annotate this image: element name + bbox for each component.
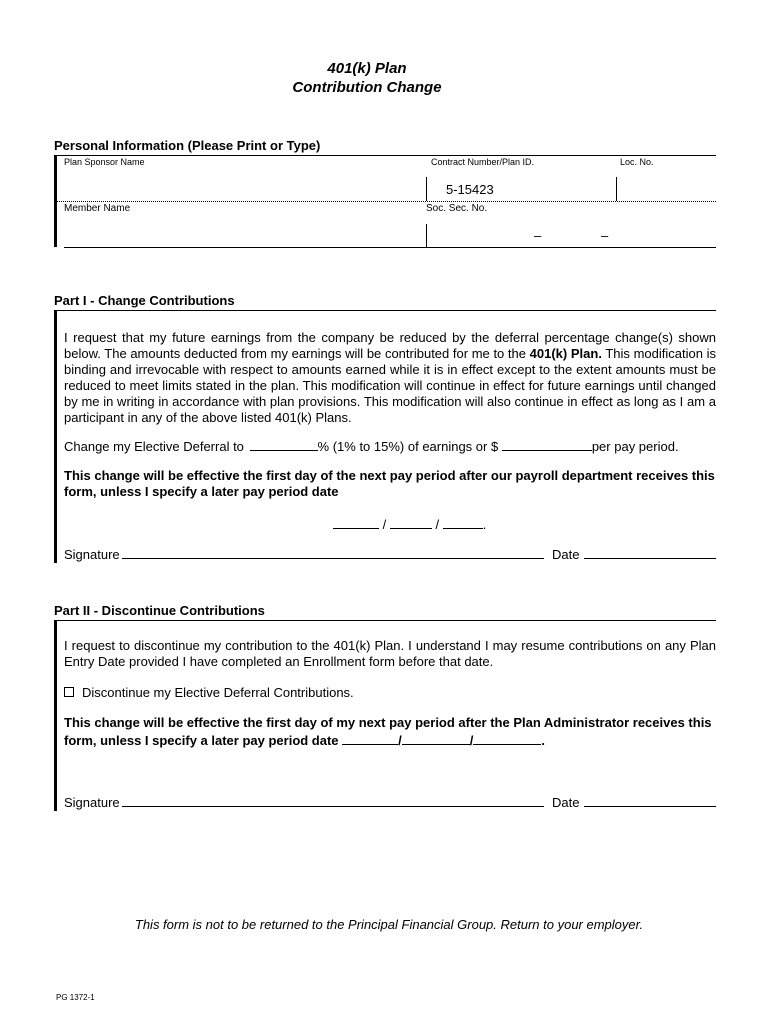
part1-paragraph-a: I request that my future earnings from the company be reduced by the deferral percentage change(s) shown below. The amounts deducted from my earnings will be contributed for me to the [64, 330, 716, 361]
part2-checkbox-row[interactable] [64, 685, 354, 700]
part1-signature-field[interactable] [122, 558, 544, 559]
contract-divider [426, 177, 427, 201]
part2-effective-line2 [64, 731, 545, 749]
member-label: Member Name [64, 203, 131, 214]
part1-date-label: Date [552, 547, 580, 562]
form-id: PG 1372-1 [56, 993, 95, 1002]
personal-info-heading: Personal Information (Please Print or Type) [54, 138, 321, 153]
ssn-field[interactable] [430, 216, 716, 246]
part2-bar [54, 620, 57, 811]
part1-date-sep1: / [382, 517, 387, 532]
sponsor-row-rule [54, 201, 716, 202]
ssn-label: Soc. Sec. No. [426, 203, 488, 214]
sponsor-label: Plan Sponsor Name [64, 157, 145, 167]
ssn-divider [426, 224, 427, 247]
part2-date-year[interactable] [473, 731, 541, 745]
part2-date-sep1: / [398, 733, 402, 748]
part1-plan-name: 401(k) Plan. [529, 346, 602, 361]
discontinue-checkbox[interactable] [64, 687, 74, 697]
deferral-percent-field[interactable] [250, 437, 318, 451]
part2-date-end: . [541, 733, 546, 748]
deferral-mid: % (1% to 15%) of earnings or $ [317, 439, 499, 454]
part1-bar [54, 310, 57, 563]
part2-date-month[interactable] [342, 731, 398, 745]
part2-date-field[interactable] [584, 806, 716, 807]
form-title-line2: Contribution Change [292, 79, 442, 96]
part1-rule [54, 310, 716, 311]
part1-heading: Part I - Change Contributions [54, 293, 235, 308]
part2-heading: Part II - Discontinue Contributions [54, 603, 265, 618]
part1-date-sep2: / [435, 517, 440, 532]
ssn-dash-1: – [534, 228, 542, 243]
member-name-field[interactable] [64, 216, 422, 246]
loc-label: Loc. No. [620, 157, 654, 167]
contract-value[interactable]: 5-15423 [446, 182, 494, 197]
part2-signature-field[interactable] [122, 806, 544, 807]
part2-signature-label: Signature [64, 795, 120, 810]
deferral-line [64, 437, 679, 454]
loc-field[interactable] [620, 168, 716, 200]
footer-notice: This form is not to be returned to the Principal Financial Group. Return to your employer. [134, 917, 644, 932]
member-row-rule [64, 247, 716, 248]
part1-effective-text: This change will be effective the first day of the next pay period after our payroll department receives this form, unless I specify a later pay period date [64, 468, 715, 499]
ssn-dash-2: – [601, 228, 609, 243]
part2-date-sep2: / [469, 733, 474, 748]
part1-paragraph-b: This modification is binding and irrevocable with respect to amounts earned while it is in effect except to the extent amounts must be reduced to meet limits stated in the plan. This modification will continue in effect for future earnings until changed by me in writing in accordance with plan provisions. This modification will also continue in effect as long as I am a participant in any of the above listed 401(k) Plans. [64, 346, 716, 425]
discontinue-checkbox-label: Discontinue my Elective Deferral Contributions. [82, 685, 354, 700]
part1-date-field[interactable] [584, 558, 716, 559]
part1-paragraph [64, 330, 716, 426]
sponsor-name-field[interactable] [64, 168, 422, 200]
part2-paragraph: I request to discontinue my contribution to the 401(k) Plan. I understand I may resume contributions on any Plan Entry Date provided I have completed an Enrollment form before that date. [64, 638, 716, 669]
part2-effective-line2-text: form, unless I specify a later pay period date [64, 733, 339, 748]
part1-date-year[interactable] [443, 515, 483, 529]
loc-divider [616, 177, 617, 201]
deferral-suffix: per pay period. [591, 439, 679, 454]
personal-info-rule [54, 155, 716, 156]
part1-signature-label: Signature [64, 547, 120, 562]
deferral-prefix: Change my Elective Deferral to [64, 439, 244, 454]
contract-label: Contract Number/Plan ID. [431, 157, 535, 167]
form-title-line1: 401(k) Plan [327, 60, 407, 77]
part2-date-label: Date [552, 795, 580, 810]
part1-date-line [333, 515, 486, 532]
part1-date-day[interactable] [390, 515, 432, 529]
deferral-dollar-field[interactable] [502, 437, 592, 451]
part1-date-end: . [482, 517, 487, 532]
part2-date-day[interactable] [402, 731, 470, 745]
part2-rule [54, 620, 716, 621]
part1-date-month[interactable] [333, 515, 379, 529]
part2-effective-line1: This change will be effective the first day of my next pay period after the Plan Administrator receives this [64, 715, 712, 730]
